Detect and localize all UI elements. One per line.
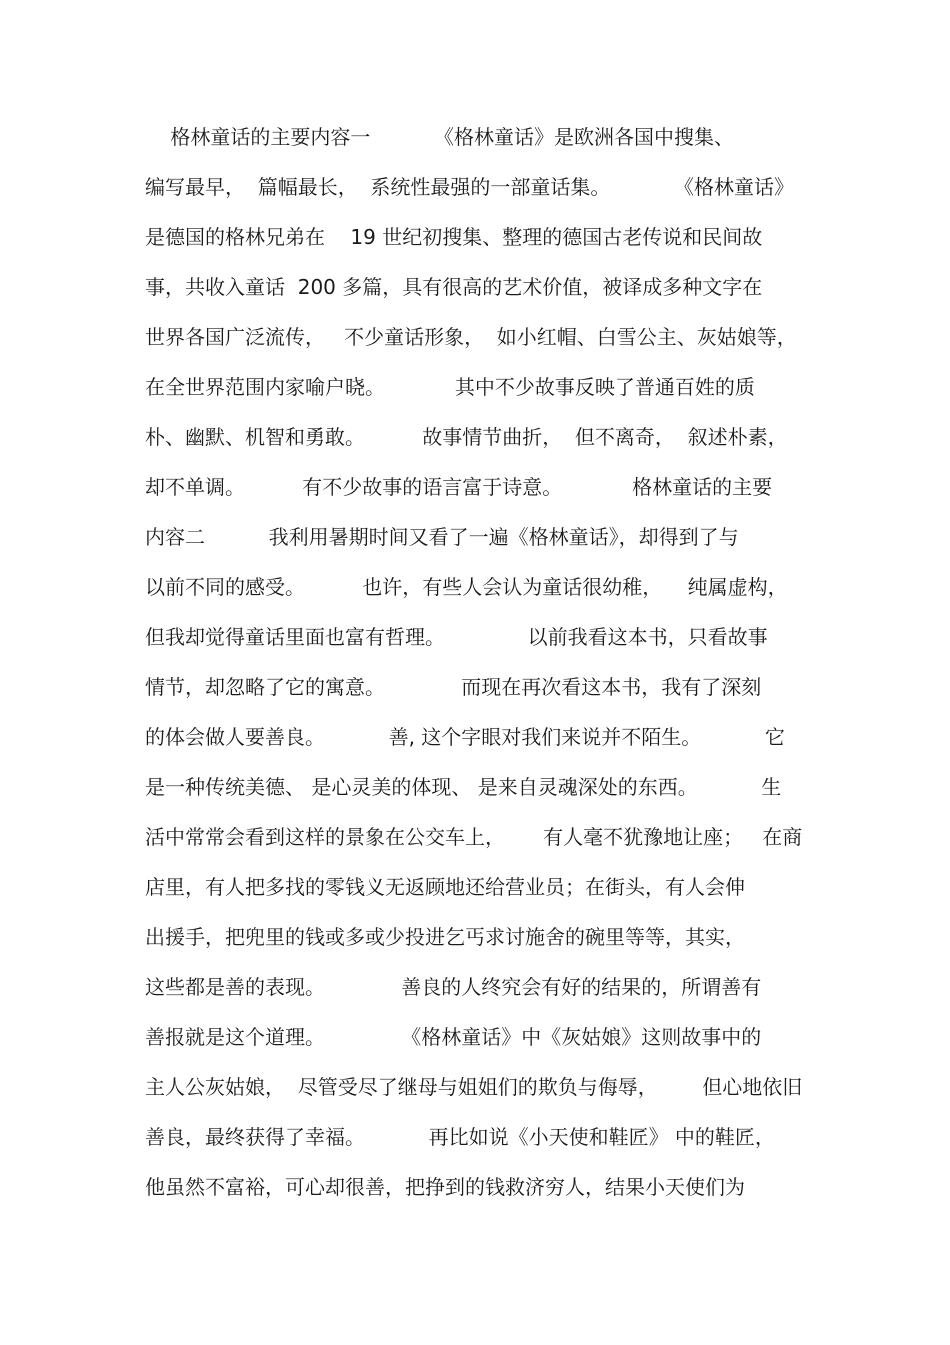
text-line-22: 他虽然不富裕，可心却很善，把挣到的钱救济穷人，结果小天使们为 bbox=[145, 1175, 745, 1199]
text-line-13: 的体会做人要善良。 善, 这个字眼对我们来说并不陌生。 它 bbox=[145, 725, 785, 749]
text-line-9: 内容二 我利用暑期时间又看了一遍《格林童话》，却得到了与 bbox=[145, 525, 739, 549]
text-line-14: 是一种传统美德、 是心灵美的体现、 是来自灵魂深处的东西。 生 bbox=[145, 775, 782, 799]
text-line-18: 这些都是善的表现。 善良的人终究会有好的结果的，所谓善有 bbox=[145, 975, 762, 999]
text-line-1: 格林童话的主要内容一 《格林童话》是欧洲各国中搜集、 bbox=[145, 125, 735, 149]
text-line-19: 善报就是这个道理。 《格林童话》中《灰姑娘》这则故事中的 bbox=[145, 1025, 762, 1049]
text-line-16: 店里，有人把多找的零钱义无返顾地还给营业员；在街头，有人会伸 bbox=[145, 875, 745, 899]
text-line-12: 情节，却忽略了它的寓意。 而现在再次看这本书，我有了深刻 bbox=[145, 675, 762, 699]
text-line-21: 善良，最终获得了幸福。 再比如说《小天使和鞋匠》 中的鞋匠， bbox=[145, 1125, 775, 1149]
text-line-8: 却不单调。 有不少故事的语言富于诗意。 格林童话的主要 bbox=[145, 475, 773, 499]
text-line-10: 以前不同的感受。 也许，有些人会认为童话很幼稚， 纯属虚构， bbox=[145, 575, 788, 599]
text-line-15: 活中常常会看到这样的景象在公交车上， 有人毫不犹豫地让座； 在商 bbox=[145, 825, 803, 849]
text-line-3: 是德国的格林兄弟在 19 世纪初搜集、整理的德国古老传说和民间故 bbox=[145, 225, 763, 249]
text-line-20: 主人公灰姑娘， 尽管受尽了继母与姐姐们的欺负与侮辱， 但心地依旧 bbox=[145, 1075, 803, 1099]
text-line-6: 在全世界范围内家喻户晓。 其中不少故事反映了普通百姓的质 bbox=[145, 375, 755, 399]
text-line-17: 出援手，把兜里的钱或多或少投进乞丐求讨施舍的碗里等等，其实， bbox=[145, 925, 745, 949]
text-line-7: 朴、幽默、机智和勇敢。 故事情节曲折， 但不离奇， 叙述朴素， bbox=[145, 425, 788, 449]
text-line-2: 编写最早， 篇幅最长， 系统性最强的一部童话集。 《格林童话》 bbox=[145, 175, 795, 199]
text-line-11: 但我却觉得童话里面也富有哲理。 以前我看这本书，只看故事 bbox=[145, 625, 768, 649]
text-line-4: 事，共收入童话 200 多篇，具有很高的艺术价值，被译成多种文字在 bbox=[145, 275, 763, 299]
text-line-5: 世界各国广泛流传， 不少童话形象， 如小红帽、白雪公主、灰姑娘等， bbox=[145, 325, 797, 349]
